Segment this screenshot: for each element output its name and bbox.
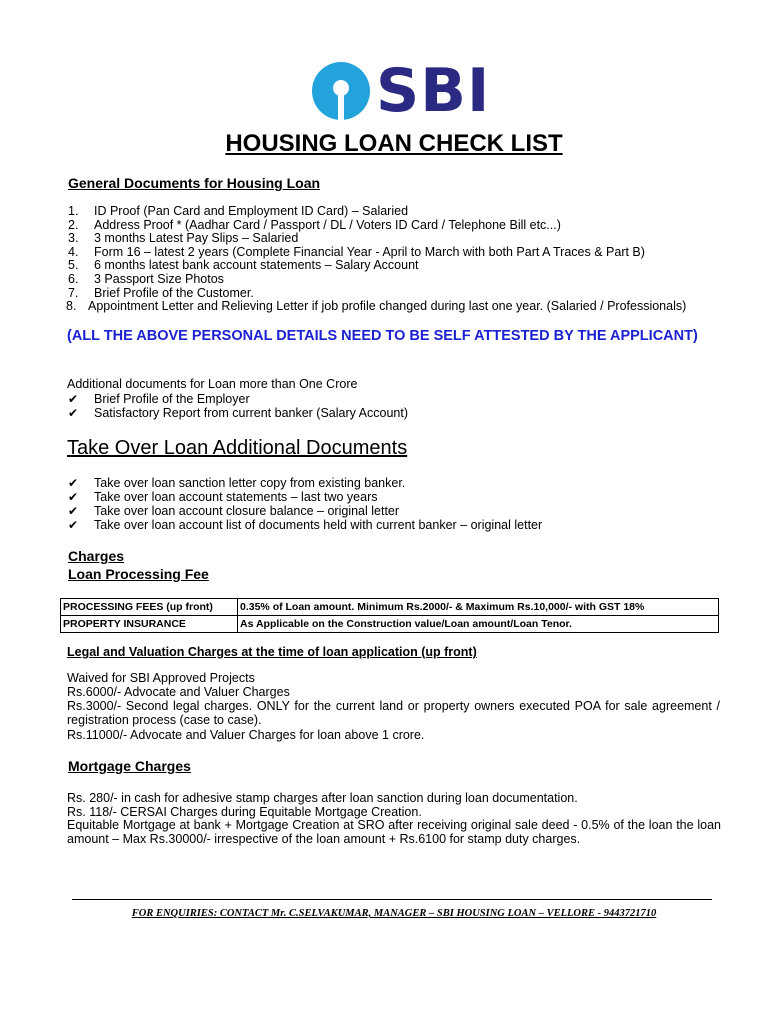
table-row bbox=[61, 616, 719, 633]
list-item: ✔ Take over loan account list of documents held with current banker – original letter bbox=[68, 518, 543, 532]
charges-heading: Charges bbox=[68, 548, 125, 564]
legal-line: Waived for SBI Approved Projects bbox=[67, 671, 255, 685]
table-cell: 0.35% of Loan amount. Minimum Rs.2000/- & Maximum Rs.10,000/- with GST 18% bbox=[238, 599, 719, 616]
sbi-logo bbox=[312, 56, 491, 126]
list-item: 6. 3 Passport Size Photos bbox=[68, 271, 224, 286]
additional-docs-intro: Additional documents for Loan more than One Crore bbox=[67, 377, 358, 391]
checkmark-icon: ✔ bbox=[68, 518, 79, 532]
list-item: ✔ Brief Profile of the Employer bbox=[68, 392, 250, 406]
list-item: ✔ Satisfactory Report from current banker (Salary Account) bbox=[68, 406, 409, 420]
processing-fee-heading: Loan Processing Fee bbox=[68, 566, 209, 582]
list-item: ✔ Take over loan sanction letter copy from existing banker. bbox=[68, 476, 406, 490]
sbi-logo-text: SBI bbox=[376, 56, 491, 126]
takeover-heading: Take Over Loan Additional Documents bbox=[67, 437, 408, 459]
additional-docs-list bbox=[67, 392, 717, 420]
table-cell: As Applicable on the Construction value/Loan amount/Loan Tenor. bbox=[238, 616, 719, 633]
list-item: 4. Form 16 – latest 2 years (Complete Financial Year - April to March with both Part A Traces & Part B) bbox=[68, 244, 645, 259]
list-item: 2. Address Proof * (Aadhar Card / Passport / DL / Voters ID Card / Telephone Bill etc...) bbox=[68, 217, 561, 232]
table-cell: PROCESSING FEES (up front) bbox=[61, 599, 238, 616]
legal-line: Rs.6000/- Advocate and Valuer Charges bbox=[67, 685, 290, 699]
legal-line: Rs.11000/- Advocate and Valuer Charges for loan above 1 crore. bbox=[67, 728, 425, 742]
list-item: 7. Brief Profile of the Customer. bbox=[68, 285, 254, 300]
table-cell: PROPERTY INSURANCE bbox=[61, 616, 238, 633]
fees-table bbox=[60, 598, 719, 633]
list-item: 8. Appointment Letter and Relieving Letter if job profile changed during last one year. (Salaried / Professionals) bbox=[66, 299, 687, 314]
checkmark-icon: ✔ bbox=[68, 476, 79, 490]
general-documents-heading: General Documents for Housing Loan bbox=[68, 175, 321, 191]
list-item: ✔ Take over loan account statements – last two years bbox=[68, 490, 378, 504]
checkmark-icon: ✔ bbox=[68, 490, 79, 504]
list-item: 5. 6 months latest bank account statements – Salary Account bbox=[68, 258, 419, 273]
checkmark-icon: ✔ bbox=[68, 406, 79, 420]
mortgage-heading: Mortgage Charges bbox=[68, 758, 191, 774]
enquiry-footer: FOR ENQUIRIES: CONTACT Mr. C.SELVAKUMAR, MANAGER – SBI HOUSING LOAN – VELLORE - 9443721710 bbox=[131, 908, 657, 919]
table-row bbox=[61, 599, 719, 616]
legal-charges-heading: Legal and Valuation Charges at the time of loan application (up front) bbox=[67, 645, 477, 659]
page-title: HOUSING LOAN CHECK LIST bbox=[225, 130, 563, 157]
general-documents-list bbox=[68, 205, 728, 314]
mortgage-line: Rs. 280/- in cash for adhesive stamp charges after loan sanction during loan documentation. bbox=[67, 791, 578, 805]
mortgage-line: Equitable Mortgage at bank + Mortgage Creation at SRO after receiving original sale deed - 0.5% of the loan the loan amount – Max Rs.30000/- irrespective of the loan amount + Rs.6100 for stamp duty charges. bbox=[67, 818, 721, 846]
list-item: 3. 3 months Latest Pay Slips – Salaried bbox=[68, 231, 299, 246]
self-attest-notice: (ALL THE ABOVE PERSONAL DETAILS NEED TO BE SELF ATTESTED BY THE APPLICANT) bbox=[67, 328, 698, 344]
sbi-logo-mark-icon bbox=[312, 62, 370, 120]
checkmark-icon: ✔ bbox=[68, 504, 79, 518]
mortgage-line: Rs. 118/- CERSAI Charges during Equitable Mortgage Creation. bbox=[67, 805, 422, 819]
list-item: ✔ Take over loan account closure balance – original letter bbox=[68, 504, 400, 518]
checkmark-icon: ✔ bbox=[68, 392, 79, 406]
footer-divider bbox=[72, 899, 712, 900]
legal-line: Rs.3000/- Second legal charges. ONLY for the current land or property owners executed POA for sale agreement / registration process (case to case). bbox=[67, 699, 720, 727]
list-item: 1. ID Proof (Pan Card and Employment ID Card) – Salaried bbox=[68, 204, 409, 218]
takeover-docs-list bbox=[67, 476, 727, 532]
